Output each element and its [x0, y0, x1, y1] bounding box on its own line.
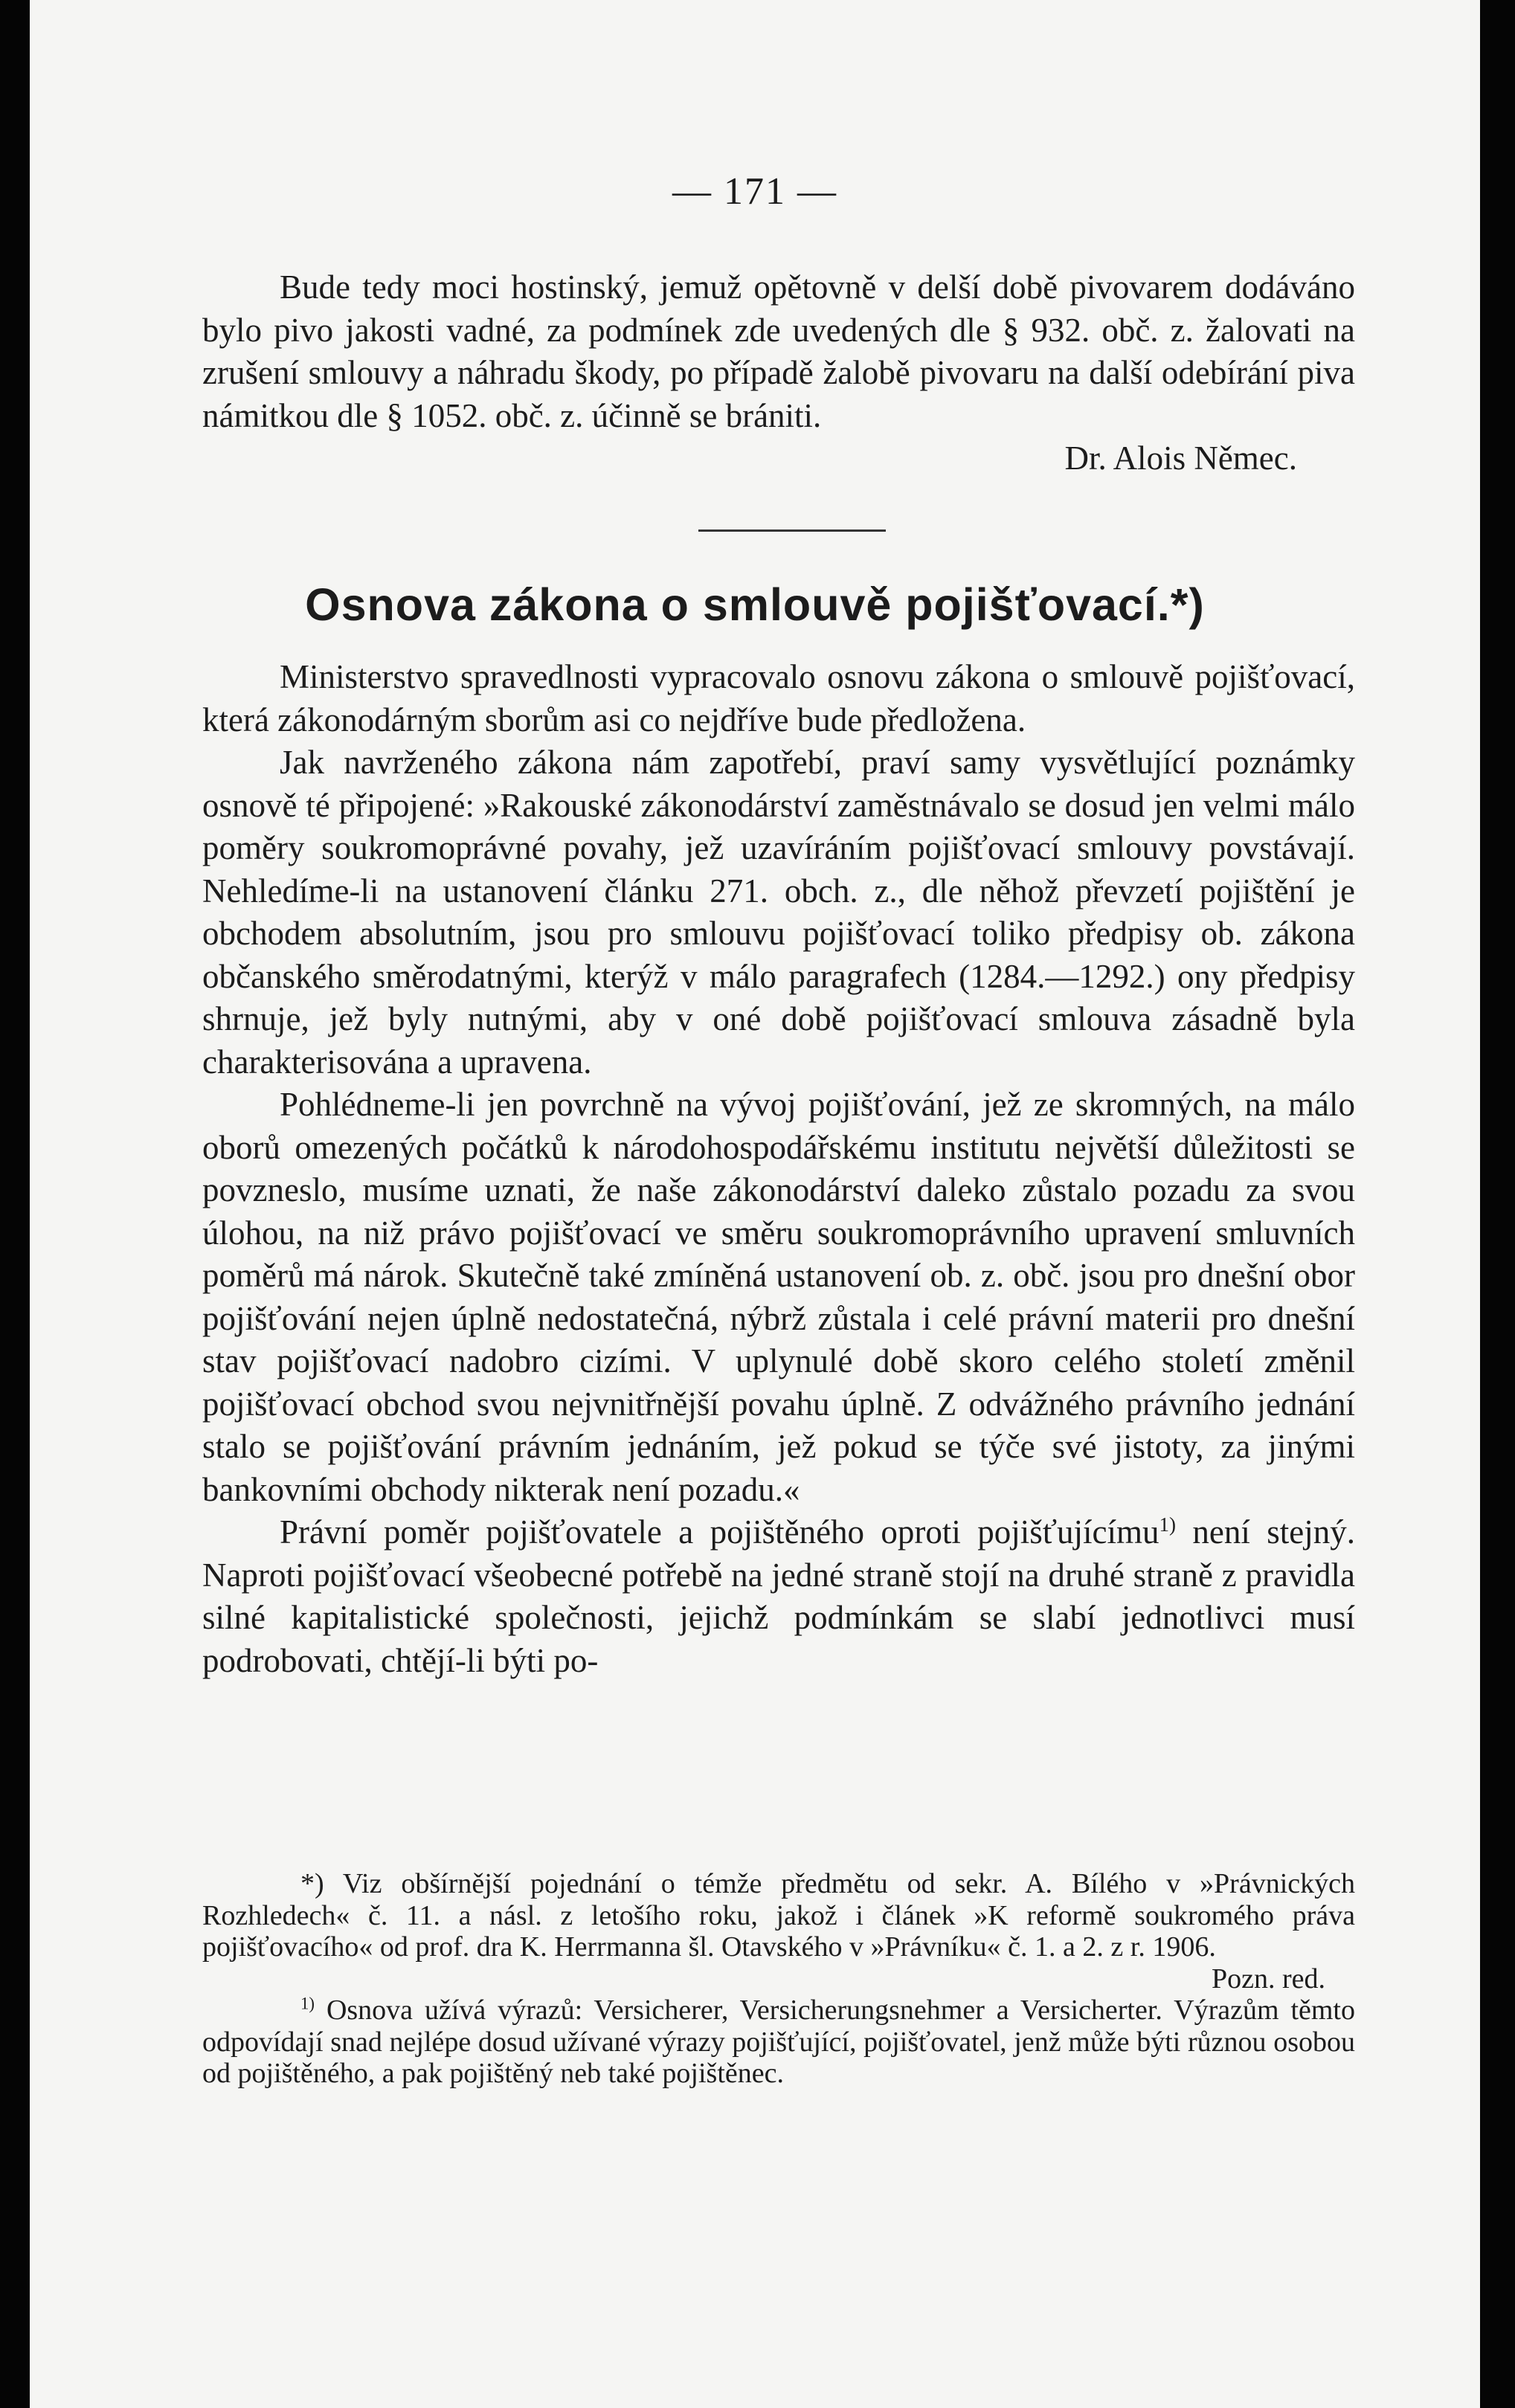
article-title: Osnova zákona o smlouvě pojišťovací.*) — [305, 579, 1205, 630]
footnotes — [202, 1868, 1355, 2090]
article-body — [202, 656, 1355, 1682]
body-paragraph: Ministerstvo spravedlnosti vypracovalo osnovu zákona o smlouvě pojišťovací, která zákonodárným sborům asi co nejdříve bude předložena. — [202, 658, 1355, 738]
footnote-text: Osnova užívá výrazů: Versicherer, Versicherungsnehmer a Versicherter. Výrazům těmto odpovídají snad nejlépe dosud užívané výrazy pojišťující, pojišťovatel, jenž může býti různou osobou od pojištěného, a pak pojištěný neb také pojištěnec. — [202, 1995, 1355, 2089]
footnote-tag-row — [202, 1963, 1355, 1995]
intro-section — [202, 266, 1355, 480]
footnote-text: *) Viz obšírnější pojednání o témže předmětu od sekr. A. Bílého v »Právnických Rozhledech« č. 11. a násl. z letošího roku, jakož i článek »K reformě soukromého práva pojišťovacího« od prof. dra K. Herrmanna šl. Otavského v »Právníku« č. 1. a 2. z r. 1906. — [202, 1868, 1355, 1963]
footnote-marker: 1) — [300, 1994, 315, 2013]
intro-paragraph — [202, 266, 1355, 437]
intro-paragraph-text: Bude tedy moci hostinský, jemuž opětovně v delší době pivovarem dodáváno bylo pivo jakosti vadné, za podmínek zde uvedených dle § 932. obč. z. žalovati na zrušení smlouvy a náhradu škody, po případě žalobě pivovaru na další odebírání piva námitkou dle § 1052. obč. z. účinně se brániti. — [202, 268, 1355, 434]
footnote-1 — [202, 1995, 1355, 2090]
signoff-row — [202, 437, 1355, 480]
section-divider — [698, 529, 886, 532]
body-paragraph-last — [202, 1511, 1355, 1682]
document-page — [30, 0, 1480, 2408]
page-number: — 171 — — [672, 170, 837, 213]
body-paragraph: Jak navrženého zákona nám zapotřebí, praví samy vysvětlující poznámky osnově té připojené: »Rakouské zákonodárství zaměstnávalo se dosud jen velmi málo poměry soukromoprávné povahy, jež uzavíráním pojišťovací smlouvy povstávají. Nehledíme-li na ustanovení článku 271. obch. z., dle něhož převzetí pojištění je obchodem absolutním, jsou pro smlouvu pojišťovací toliko předpisy ob. zákona občanského směrodatnými, kterýž v málo paragrafech (1284.—1292.) ony předpisy shrnuje, jež byly nutnými, aby v oné době pojišťovací smlouva zásadně byla charakterisována a upravena. — [202, 744, 1355, 1081]
body-text: Právní poměr pojišťovatele a pojištěného oproti pojišťujícímu — [280, 1513, 1159, 1551]
author-signature: Dr. Alois Němec. — [1064, 440, 1297, 477]
editor-note-tag: Pozn. red. — [1211, 1963, 1325, 1995]
body-text: není stejný. Naproti pojišťovací všeobecné potřebě na jedné straně stojí na druhé straně z pravidla silné kapitalistické společnosti, jejichž podmínkám se slabí jednotlivci musí podrobovati, chtějí-li býti po- — [202, 1513, 1355, 1679]
footnote-editorial — [202, 1868, 1355, 1963]
footnote-reference: 1) — [1159, 1513, 1177, 1536]
body-paragraph: Pohlédneme-li jen povrchně na vývoj pojišťování, jež ze skromných, na málo oborů omezených počátků k národohospodářskému institutu největší důležitosti se povzneslo, musíme uznati, že naše zákonodárství daleko zůstalo pozadu za svou úlohou, na niž právo pojišťovací ve směru soukromoprávního upravení smluvních poměrů má nárok. Skutečně také zmíněná ustanovení ob. z. obč. jsou pro dnešní obor pojišťování nejen úplně nedostatečná, nýbrž zůstala i celé právní materii pro dnešní stav pojišťovací nadobro cizími. V uplynulé době skoro celého století změnil pojišťovací obchod svou nejvnitřnější povahu úplně. Z odvážného právního jednání stalo se pojišťování právním jednáním, jež pokud se týče své jistoty, za jinými bankovními obchody nikterak není pozadu.« — [202, 1086, 1355, 1508]
